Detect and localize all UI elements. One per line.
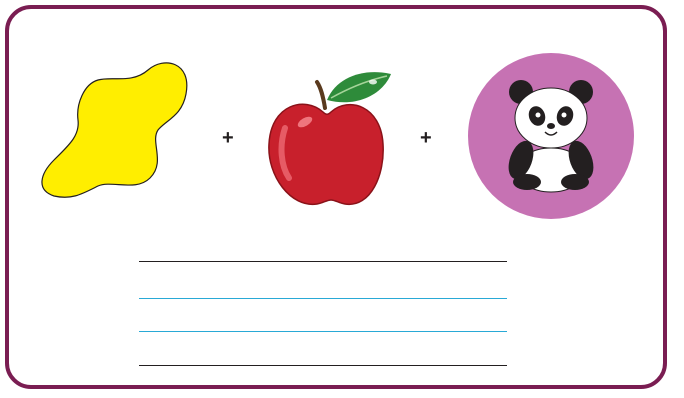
yellow-blob-icon: [40, 58, 192, 200]
plus-sign-1: +: [222, 127, 234, 149]
writing-line-top: [139, 261, 507, 262]
apple-icon: [265, 66, 395, 210]
plus-sign-2: +: [420, 127, 432, 149]
writing-line-guide-2: [139, 331, 507, 332]
panda-icon: [467, 52, 635, 220]
writing-line-bottom: [139, 365, 507, 366]
writing-line-guide-1: [139, 298, 507, 299]
